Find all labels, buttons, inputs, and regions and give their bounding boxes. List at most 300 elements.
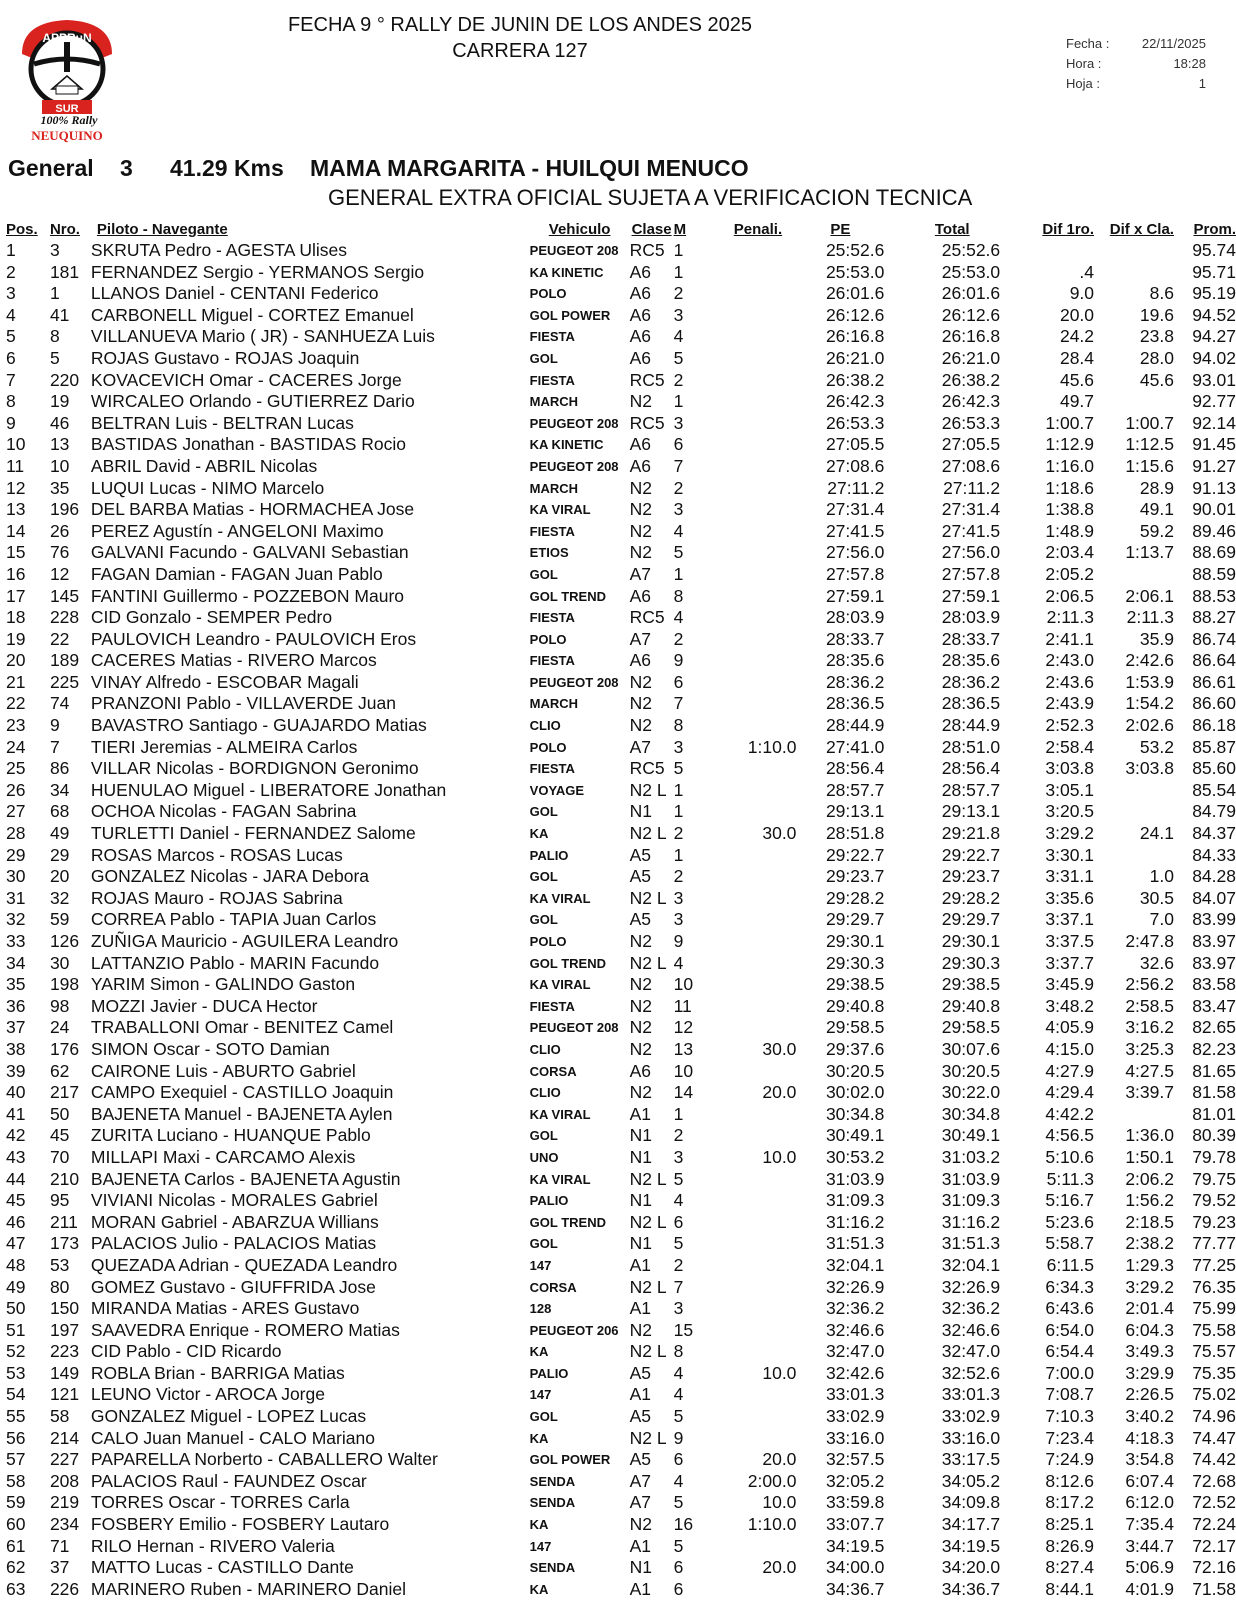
cell-dif-1ro: 1:18.6 xyxy=(1045,477,1095,498)
cell-clase: N2 xyxy=(629,931,652,951)
cell-pos: 41 xyxy=(6,1103,26,1124)
cell-pos: 58 xyxy=(6,1470,26,1491)
cell-vehiculo: GOL xyxy=(529,566,558,582)
stage-heading xyxy=(8,155,749,182)
cell-clase: N2 L xyxy=(629,779,667,800)
steering-wheel-logo-icon xyxy=(14,14,120,144)
cell-pe: 27:41.5 xyxy=(825,520,885,541)
cell-clase: N2 xyxy=(629,1082,652,1103)
cell-pe: 33:01.3 xyxy=(825,1384,885,1405)
table-row xyxy=(6,845,1236,867)
cell-clase: N2 L xyxy=(629,823,667,844)
cell-pos: 1 xyxy=(6,240,16,260)
cell-vehiculo: GOL POWER xyxy=(529,1452,611,1468)
table-row xyxy=(6,1061,1236,1083)
cell-total: 27:08.6 xyxy=(941,455,1001,476)
cell-clase: A5 xyxy=(629,1449,652,1470)
table-row xyxy=(6,1514,1236,1536)
svg-text:100% Rally: 100% Rally xyxy=(40,113,98,127)
cell-nro: 58 xyxy=(49,1406,70,1427)
cell-nro: 5 xyxy=(49,347,60,368)
table-row xyxy=(6,1277,1236,1299)
cell-piloto: FAGAN Damian - FAGAN Juan Pablo xyxy=(90,563,383,584)
cell-piloto: SKRUTA Pedro - AGESTA Ulises xyxy=(90,240,348,260)
cell-m: 2 xyxy=(673,283,684,304)
cell-prom: 79.75 xyxy=(1192,1168,1236,1189)
cell-m: 2 xyxy=(673,369,684,390)
table-row xyxy=(6,564,1236,586)
cell-nro: 145 xyxy=(49,585,80,606)
cell-total: 29:13.1 xyxy=(941,801,1001,822)
table-row xyxy=(6,1082,1236,1104)
cell-dif-cla: 24.1 xyxy=(1139,823,1174,844)
cell-clase: N1 xyxy=(629,1557,652,1578)
cell-dif-cla: 6:12.0 xyxy=(1125,1492,1174,1513)
cell-piloto: VINAY Alfredo - ESCOBAR Magali xyxy=(90,671,359,692)
cell-dif-cla xyxy=(1094,391,1174,413)
cell-pos: 30 xyxy=(6,866,26,887)
cell-penali xyxy=(720,1255,797,1277)
cell-clase: A1 xyxy=(629,1578,652,1599)
cell-vehiculo: CLIO xyxy=(529,718,561,734)
cell-penali: 1:10.0 xyxy=(747,1514,797,1535)
table-row xyxy=(6,1125,1236,1147)
cell-dif-1ro: 3:20.5 xyxy=(1045,801,1095,822)
cell-total: 30:34.8 xyxy=(941,1103,1001,1124)
cell-m: 10 xyxy=(673,974,694,995)
table-row xyxy=(6,434,1236,456)
cell-m: 6 xyxy=(673,434,684,455)
cell-penali xyxy=(720,953,797,975)
cell-nro: 197 xyxy=(49,1319,80,1340)
cell-pe: 25:52.6 xyxy=(825,240,885,260)
cell-total: 26:42.3 xyxy=(941,391,1001,412)
cell-m: 2 xyxy=(673,866,684,887)
cell-piloto: PEREZ Agustín - ANGELONI Maximo xyxy=(90,520,384,541)
cell-pe: 31:09.3 xyxy=(825,1190,885,1211)
cell-penali xyxy=(720,1298,797,1320)
cell-dif-cla: 59.2 xyxy=(1139,520,1174,541)
cell-piloto: LUQUI Lucas - NIMO Marcelo xyxy=(90,477,325,498)
cell-piloto: CACERES Matias - RIVERO Marcos xyxy=(90,650,377,671)
cell-pos: 11 xyxy=(6,455,25,476)
cell-dif-cla: 3:25.3 xyxy=(1125,1038,1174,1059)
cell-vehiculo: KA KINETIC xyxy=(529,264,604,280)
cell-pos: 39 xyxy=(6,1060,26,1081)
cell-pos: 34 xyxy=(6,952,26,973)
cell-piloto: LATTANZIO Pablo - MARIN Facundo xyxy=(90,952,380,973)
cell-dif-cla: 3:44.7 xyxy=(1125,1535,1174,1556)
cell-vehiculo: POLO xyxy=(529,631,567,647)
cell-penali: 10.0 xyxy=(762,1146,797,1167)
cell-piloto: MILLAPI Maxi - CARCAMO Alexis xyxy=(90,1146,356,1167)
cell-dif-cla: 1:56.2 xyxy=(1125,1190,1174,1211)
table-row xyxy=(6,305,1236,327)
cell-nro: 45 xyxy=(49,1125,70,1146)
cell-dif-1ro xyxy=(1000,240,1094,262)
cell-dif-cla: 32.6 xyxy=(1139,952,1174,973)
cell-prom: 91.13 xyxy=(1192,477,1236,498)
cell-dif-1ro: 2:43.0 xyxy=(1045,650,1095,671)
cell-total: 29:28.2 xyxy=(941,887,1001,908)
cell-nro: 46 xyxy=(49,412,70,433)
cell-vehiculo: GOL xyxy=(529,1128,558,1144)
cell-m: 7 xyxy=(673,455,684,476)
cell-penali xyxy=(720,693,797,715)
cell-m: 8 xyxy=(673,585,684,606)
cell-penali: 10.0 xyxy=(762,1362,797,1383)
cell-pe: 27:56.0 xyxy=(825,542,885,563)
cell-m: 3 xyxy=(673,736,684,757)
cell-dif-1ro: .4 xyxy=(1079,261,1095,282)
cell-pos: 5 xyxy=(6,326,16,347)
cell-pe: 30:34.8 xyxy=(825,1103,885,1124)
cell-pos: 38 xyxy=(6,1038,26,1059)
cell-dif-1ro: 8:27.4 xyxy=(1045,1557,1095,1578)
cell-pos: 28 xyxy=(6,823,26,844)
cell-dif-1ro: 8:12.6 xyxy=(1045,1470,1095,1491)
cell-prom: 90.01 xyxy=(1192,499,1236,520)
cell-total: 28:36.2 xyxy=(941,671,1001,692)
cell-nro: 173 xyxy=(49,1233,80,1254)
cell-clase: A5 xyxy=(629,844,652,865)
table-row xyxy=(6,283,1236,305)
cell-nro: 70 xyxy=(49,1146,70,1167)
cell-total: 32:04.1 xyxy=(941,1254,1001,1275)
cell-m: 5 xyxy=(673,1406,684,1427)
col-pe: PE xyxy=(830,220,851,238)
cell-prom: 84.07 xyxy=(1192,887,1236,908)
cell-vehiculo: KA VIRAL xyxy=(529,890,591,906)
cell-prom: 81.01 xyxy=(1192,1103,1236,1124)
cell-dif-1ro: 1:38.8 xyxy=(1045,499,1095,520)
cell-piloto: DEL BARBA Matias - HORMACHEA Jose xyxy=(90,499,415,520)
cell-clase: RC5 xyxy=(629,240,665,260)
cell-dif-1ro: 2:43.6 xyxy=(1045,671,1095,692)
cell-total: 27:05.5 xyxy=(941,434,1001,455)
cell-penali xyxy=(720,1169,797,1191)
cell-pos: 48 xyxy=(6,1254,26,1275)
cell-piloto: BAJENETA Carlos - BAJENETA Agustin xyxy=(90,1168,401,1189)
cell-m: 1 xyxy=(673,261,684,282)
apprun-logo xyxy=(14,14,120,144)
cell-vehiculo: PALIO xyxy=(529,847,569,863)
cell-pos: 37 xyxy=(6,1017,26,1038)
cell-clase: A1 xyxy=(629,1384,652,1405)
cell-pos: 54 xyxy=(6,1384,26,1405)
cell-dif-1ro: 3:45.9 xyxy=(1045,974,1095,995)
table-row xyxy=(6,780,1236,802)
cell-pe: 34:19.5 xyxy=(825,1535,885,1556)
cell-penali xyxy=(720,262,797,284)
cell-vehiculo: KA VIRAL xyxy=(529,1171,591,1187)
table-row xyxy=(6,456,1236,478)
cell-pos: 43 xyxy=(6,1146,26,1167)
cell-piloto: TRABALLONI Omar - BENITEZ Camel xyxy=(90,1017,394,1038)
cell-dif-1ro: 2:58.4 xyxy=(1045,736,1095,757)
table-row xyxy=(6,1384,1236,1406)
cell-clase: N2 xyxy=(629,1514,652,1535)
cell-dif-1ro: 2:05.2 xyxy=(1045,563,1095,584)
cell-dif-cla xyxy=(1094,780,1174,802)
cell-vehiculo: POLO xyxy=(529,739,567,755)
cell-total: 33:02.9 xyxy=(941,1406,1001,1427)
cell-vehiculo: SENDA xyxy=(529,1495,576,1511)
cell-prom: 75.35 xyxy=(1192,1362,1236,1383)
cell-prom: 88.59 xyxy=(1192,563,1236,584)
cell-nro: 19 xyxy=(49,391,70,412)
cell-m: 15 xyxy=(673,1319,694,1340)
cell-vehiculo: FIESTA xyxy=(529,610,575,626)
cell-penali: 2:00.0 xyxy=(747,1470,797,1491)
cell-dif-1ro: 3:05.1 xyxy=(1045,779,1095,800)
cell-piloto: GOMEZ Gustavo - GIUFFRIDA Jose xyxy=(90,1276,376,1297)
stage-type: General xyxy=(8,155,94,181)
cell-vehiculo: ETIOS xyxy=(529,545,569,561)
cell-penali xyxy=(720,1212,797,1234)
cell-dif-1ro: 3:37.1 xyxy=(1045,909,1095,930)
cell-vehiculo: KA xyxy=(529,1430,549,1446)
cell-pos: 27 xyxy=(6,801,26,822)
cell-nro: 24 xyxy=(49,1017,70,1038)
cell-pe: 27:31.4 xyxy=(825,499,885,520)
cell-nro: 29 xyxy=(49,844,70,865)
cell-prom: 85.87 xyxy=(1192,736,1236,757)
cell-nro: 226 xyxy=(49,1578,80,1599)
cell-penali xyxy=(720,521,797,543)
cell-dif-cla: 2:02.6 xyxy=(1125,715,1174,736)
table-row xyxy=(6,758,1236,780)
cell-pe: 27:11.2 xyxy=(827,477,885,498)
cell-total: 30:22.0 xyxy=(941,1082,1001,1103)
cell-prom: 85.54 xyxy=(1192,779,1236,800)
cell-dif-cla: 2:42.6 xyxy=(1125,650,1174,671)
cell-dif-cla: 1:50.1 xyxy=(1125,1146,1174,1167)
cell-pos: 63 xyxy=(6,1578,26,1599)
cell-piloto: RILO Hernan - RIVERO Valeria xyxy=(90,1535,335,1556)
cell-m: 1 xyxy=(673,844,684,865)
cell-piloto: GONZALEZ Nicolas - JARA Debora xyxy=(90,866,370,887)
cell-piloto: PAULOVICH Leandro - PAULOVICH Eros xyxy=(90,628,417,649)
cell-m: 3 xyxy=(673,1298,684,1319)
cell-prom: 82.65 xyxy=(1192,1017,1236,1038)
cell-prom: 86.64 xyxy=(1192,650,1236,671)
cell-vehiculo: CLIO xyxy=(529,1041,561,1057)
cell-nro: 223 xyxy=(49,1341,80,1362)
cell-penali xyxy=(720,1017,797,1039)
table-row xyxy=(6,1147,1236,1169)
cell-dif-1ro: 5:58.7 xyxy=(1045,1233,1095,1254)
table-row xyxy=(6,909,1236,931)
cell-m: 5 xyxy=(673,1168,684,1189)
cell-pe: 26:21.0 xyxy=(825,347,885,368)
cell-m: 4 xyxy=(673,1384,684,1405)
col-pos: Pos. xyxy=(6,220,38,238)
cell-pos: 16 xyxy=(6,563,26,584)
cell-dif-cla: 8.6 xyxy=(1149,283,1174,304)
cell-dif-1ro: 2:03.4 xyxy=(1045,542,1095,563)
cell-prom: 92.14 xyxy=(1192,412,1236,433)
cell-pe: 29:40.8 xyxy=(825,995,885,1016)
cell-dif-cla: 1:00.7 xyxy=(1125,412,1174,433)
cell-penali xyxy=(720,650,797,672)
cell-vehiculo: SENDA xyxy=(529,1560,576,1576)
cell-vehiculo: GOL xyxy=(529,869,558,885)
cell-prom: 94.02 xyxy=(1192,347,1236,368)
cell-penali xyxy=(720,1061,797,1083)
table-row xyxy=(6,931,1236,953)
cell-dif-1ro: 4:05.9 xyxy=(1045,1017,1095,1038)
cell-penali xyxy=(720,1579,797,1601)
cell-piloto: SIMON Oscar - SOTO Damian xyxy=(90,1038,330,1059)
cell-piloto: KOVACEVICH Omar - CACERES Jorge xyxy=(90,369,402,390)
cell-dif-cla: 28.0 xyxy=(1139,347,1174,368)
cell-piloto: MARINERO Ruben - MARINERO Daniel xyxy=(90,1578,406,1599)
cell-pos: 52 xyxy=(6,1341,26,1362)
meta-hora xyxy=(1066,54,1206,74)
cell-nro: 211 xyxy=(49,1211,78,1232)
cell-prom: 85.60 xyxy=(1192,758,1236,779)
cell-prom: 95.71 xyxy=(1192,261,1236,282)
cell-m: 3 xyxy=(673,304,684,325)
cell-prom: 88.69 xyxy=(1192,542,1236,563)
cell-m: 2 xyxy=(673,477,684,498)
table-row xyxy=(6,629,1236,651)
cell-nro: 9 xyxy=(49,715,60,736)
cell-penali xyxy=(720,1384,797,1406)
cell-dif-1ro: 7:23.4 xyxy=(1045,1427,1095,1448)
cell-total: 30:20.5 xyxy=(941,1060,1001,1081)
cell-nro: 35 xyxy=(49,477,70,498)
cell-penali xyxy=(720,326,797,348)
cell-m: 5 xyxy=(673,758,684,779)
cell-clase: N1 xyxy=(629,1190,652,1211)
cell-nro: 1 xyxy=(49,283,60,304)
cell-vehiculo: GOL POWER xyxy=(529,307,611,323)
cell-prom: 81.65 xyxy=(1192,1060,1236,1081)
cell-dif-1ro: 3:48.2 xyxy=(1045,995,1095,1016)
cell-prom: 88.53 xyxy=(1192,585,1236,606)
cell-nro: 3 xyxy=(49,240,60,260)
cell-dif-cla: 7:35.4 xyxy=(1125,1514,1174,1535)
cell-clase: N2 xyxy=(629,499,652,520)
cell-vehiculo: PEUGEOT 206 xyxy=(529,1322,619,1338)
cell-total: 31:09.3 xyxy=(941,1190,1001,1211)
cell-piloto: ABRIL David - ABRIL Nicolas xyxy=(90,455,318,476)
cell-pos: 36 xyxy=(6,995,26,1016)
cell-dif-1ro: 7:08.7 xyxy=(1045,1384,1095,1405)
cell-dif-1ro: 6:43.6 xyxy=(1045,1298,1095,1319)
cell-pos: 31 xyxy=(6,887,26,908)
cell-clase: A6 xyxy=(629,455,652,476)
cell-penali xyxy=(720,1277,797,1299)
cell-total: 30:07.6 xyxy=(941,1038,1001,1059)
cell-dif-cla: 35.9 xyxy=(1139,628,1174,649)
cell-piloto: CALO Juan Manuel - CALO Mariano xyxy=(90,1427,375,1448)
cell-dif-1ro: 2:06.5 xyxy=(1045,585,1095,606)
cell-piloto: TORRES Oscar - TORRES Carla xyxy=(90,1492,350,1513)
stage-name: MAMA MARGARITA - HUILQUI MENUCO xyxy=(310,155,749,181)
cell-clase: N2 xyxy=(629,995,652,1016)
cell-pos: 40 xyxy=(6,1082,26,1103)
cell-dif-cla: 4:27.5 xyxy=(1125,1060,1174,1081)
table-row xyxy=(6,693,1236,715)
cell-clase: N2 xyxy=(629,1038,652,1059)
cell-penali xyxy=(720,996,797,1018)
cell-dif-1ro: 4:29.4 xyxy=(1045,1082,1095,1103)
cell-pos: 29 xyxy=(6,844,26,865)
cell-m: 9 xyxy=(673,650,684,671)
report-title xyxy=(250,12,790,64)
cell-pos: 32 xyxy=(6,909,26,930)
cell-clase: A7 xyxy=(629,1492,652,1513)
svg-text:SUR: SUR xyxy=(55,103,79,115)
cell-pe: 30:49.1 xyxy=(825,1125,885,1146)
cell-vehiculo: GOL xyxy=(529,1236,558,1252)
cell-nro: 228 xyxy=(49,607,80,628)
cell-pos: 26 xyxy=(6,779,26,800)
cell-pe: 30:02.0 xyxy=(825,1082,885,1103)
cell-total: 28:44.9 xyxy=(941,715,1001,736)
table-row xyxy=(6,1169,1236,1191)
cell-piloto: CID Pablo - CID Ricardo xyxy=(90,1341,282,1362)
table-row xyxy=(6,1104,1236,1126)
cell-nro: 189 xyxy=(49,650,80,671)
cell-total: 27:41.5 xyxy=(941,520,1001,541)
cell-dif-cla: 2:38.2 xyxy=(1125,1233,1174,1254)
cell-penali xyxy=(720,478,797,500)
cell-dif-cla xyxy=(1094,1104,1174,1126)
table-row xyxy=(6,866,1236,888)
cell-nro: 208 xyxy=(49,1470,80,1491)
cell-clase: N2 xyxy=(629,391,652,412)
cell-pos: 59 xyxy=(6,1492,26,1513)
cell-nro: 234 xyxy=(49,1514,80,1535)
cell-dif-1ro: 8:25.1 xyxy=(1045,1514,1095,1535)
cell-penali xyxy=(720,456,797,478)
cell-dif-cla: 2:18.5 xyxy=(1125,1211,1174,1232)
cell-pos: 25 xyxy=(6,758,26,779)
cell-piloto: ROSAS Marcos - ROSAS Lucas xyxy=(90,844,343,865)
cell-penali xyxy=(720,1233,797,1255)
cell-prom: 83.97 xyxy=(1192,931,1236,951)
cell-clase: A1 xyxy=(629,1254,652,1275)
cell-m: 6 xyxy=(673,1449,684,1470)
cell-pos: 62 xyxy=(6,1557,26,1578)
cell-total: 26:38.2 xyxy=(941,369,1001,390)
cell-prom: 86.18 xyxy=(1192,715,1236,736)
cell-dif-cla: 3:16.2 xyxy=(1125,1017,1174,1038)
cell-pe: 31:16.2 xyxy=(825,1211,885,1232)
table-row xyxy=(6,1536,1236,1558)
cell-m: 1 xyxy=(673,1103,684,1124)
cell-dif-1ro: 3:31.1 xyxy=(1045,866,1095,887)
cell-clase: N2 L xyxy=(629,887,667,908)
cell-total: 28:03.9 xyxy=(941,607,1001,628)
cell-pe: 31:51.3 xyxy=(825,1233,885,1254)
cell-dif-cla: 2:56.2 xyxy=(1125,974,1174,995)
cell-pe: 32:04.1 xyxy=(825,1254,885,1275)
cell-pe: 29:28.2 xyxy=(825,887,885,908)
cell-prom: 75.58 xyxy=(1192,1319,1236,1340)
table-row xyxy=(6,1212,1236,1234)
cell-penali: 10.0 xyxy=(762,1492,797,1513)
cell-dif-cla: 23.8 xyxy=(1139,326,1174,347)
cell-pe: 27:08.6 xyxy=(825,455,885,476)
cell-nro: 196 xyxy=(49,499,80,520)
cell-nro: 220 xyxy=(49,369,80,390)
cell-dif-1ro: 28.4 xyxy=(1059,347,1095,368)
